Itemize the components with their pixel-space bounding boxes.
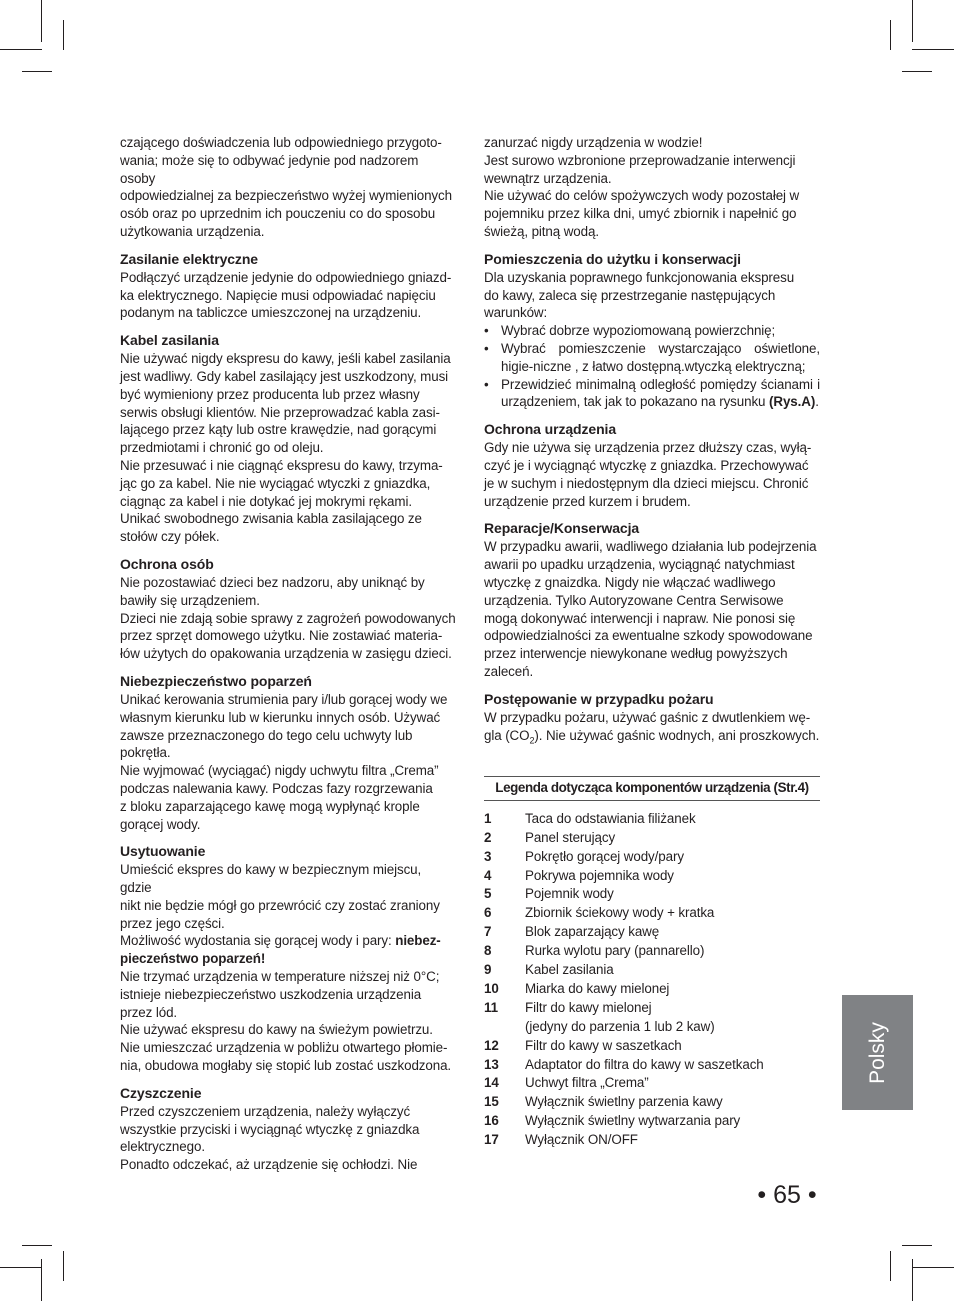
text-line: Nie przesuwać i nie ciągnąć ekspresu do kawy, trzyma- <box>120 457 443 473</box>
text-line: łów użytych do opakowania urządzenia w zasięgu dzieci. <box>120 646 452 662</box>
list-item <box>484 1056 820 1075</box>
crop-mark <box>890 20 891 50</box>
list-item <box>484 961 820 980</box>
text-line: Umieścić ekspres do kawy w bezpiecznym miejscu, gdzie <box>120 862 422 896</box>
language-label: Polsky <box>865 1021 889 1084</box>
list-item <box>484 980 820 999</box>
section-heading-ochrona: Ochrona urządzenia <box>484 421 617 438</box>
warning-text: niebez- <box>395 933 441 949</box>
text-line: serwis obsługi klientów. Nie przeprowadzać kabla zasi- <box>120 404 440 420</box>
text-line: podczas nalewania kawy. Podczas fazy rozgrzewania <box>120 780 433 796</box>
text-line: zaleceń. <box>484 663 534 679</box>
text-span: Przewidzieć minimalną odległość pomiędzy ścianami i urządzeniem, tak jak to pokazano na rysunku <box>501 376 820 410</box>
text-line: przez sprzęt domowego użytku. Nie zostawiać materia- <box>120 628 443 644</box>
text-line: wtyczkę z gnaizdka. Nigdy nie włączać wadliwego <box>484 574 776 590</box>
list-item <box>484 885 820 904</box>
crop-mark <box>41 1259 42 1301</box>
item-number: 6 <box>484 905 492 921</box>
text-line: Ponadto odczekać, aż urządzenie się ochłodzi. Nie <box>120 1157 418 1173</box>
list-item <box>484 999 820 1018</box>
text-line: osób oraz po uprzednim ich pouczeniu co do sposobu <box>120 206 436 222</box>
text-span: Możliwość wydostania się gorącej wody i pary: <box>120 933 396 949</box>
item-number: 14 <box>484 1075 499 1091</box>
item-label: Zbiornik ściekowy wody + kratka <box>525 905 715 921</box>
item-label: Pojemnik wody <box>525 886 614 902</box>
item-number: 2 <box>484 829 492 845</box>
item-label: Wyłącznik świetlny wytwarzania pary <box>525 1113 741 1129</box>
crop-mark <box>22 71 52 72</box>
text-line: użytkowania urządzenia. <box>120 223 265 239</box>
figure-reference: (Rys.A) <box>769 394 816 410</box>
list-item <box>484 1112 820 1131</box>
section-heading-zasilanie: Zasilanie elektryczne <box>120 250 258 267</box>
crop-mark <box>890 1251 891 1281</box>
text-line: jąc go za kabel. Nie nie wyciągać wtyczki z gniazdka, <box>120 475 431 491</box>
list-item <box>484 923 820 942</box>
text-line: pokrętła. <box>120 745 171 761</box>
text-span: ). Nie używać gaśnic wodnych, ani proszkowych. <box>534 727 820 743</box>
text-line <box>484 727 820 750</box>
item-label: Miarka do kawy mielonej <box>525 980 670 996</box>
text-line: Nie trzymać urządzenia w temperature niższej niż 0°C; <box>120 969 440 985</box>
crop-mark <box>912 1259 913 1301</box>
section-heading-pomieszczenia: Pomieszczenia do użytku i konserwacji <box>484 250 741 267</box>
text-line: zanurzać nigdy urządzenia w wodzie! <box>484 135 703 150</box>
conditions-list <box>484 322 820 411</box>
list-item <box>484 904 820 923</box>
list-item <box>484 810 820 829</box>
text-line: być wymieniony przez producenta lub przez własny <box>120 386 420 402</box>
text-line: czającego doświadczenia lub odpowiedniego przygoto- <box>120 135 442 150</box>
text-line: gorącej wody. <box>120 816 201 832</box>
text-line: je w suchym i niedostępnym dla dzieci miejscu. Chronić <box>484 475 809 491</box>
text-line: przez interwencje niewykonane według powyższych <box>484 646 788 662</box>
text-line <box>120 932 456 950</box>
text-line: Unikać swobodnego zwisania kabla zasilającego ze <box>120 511 422 527</box>
crop-mark <box>63 20 64 50</box>
text-line: czyć je i wyciągnąć wtyczkę z gniazdka. Przechowywać <box>484 457 809 473</box>
crop-mark <box>912 0 913 42</box>
text-line: lającego przez kąty lub ostre krawędzie, nad gorącymi <box>120 422 437 438</box>
item-label: (jedyny do parzenia 1 lub 2 kaw) <box>525 1018 715 1034</box>
text-line: wewnątrz urządzenia. <box>484 170 612 186</box>
item-number: 7 <box>484 924 492 940</box>
text-span: gla (CO <box>484 727 530 743</box>
text-line: przez jego części. <box>120 915 225 931</box>
text-line: wszystkie przyciski i wyciągnąć wtyczkę z gniazdka <box>120 1121 420 1137</box>
list-item <box>484 1074 820 1093</box>
list-item <box>484 1093 820 1112</box>
text-line: stołów czy półek. <box>120 529 220 545</box>
crop-mark <box>22 1245 52 1246</box>
item-number: 4 <box>484 867 492 883</box>
item-label: Pokrętło gorącej wody/pary <box>525 848 684 864</box>
list-item <box>484 1037 820 1056</box>
text-line: zawsze przeznaczonego do tego celu uchwyty lub <box>120 727 413 743</box>
item-number: 10 <box>484 980 499 996</box>
text-line: do kawy, zaleca się przestrzeganie następujących <box>484 287 776 303</box>
item-number <box>484 1018 525 1037</box>
item-label: Wyłącznik świetlny parzenia kawy <box>525 1094 723 1110</box>
text-line: ka elektrycznego. Napięcie musi odpowiadać napięciu <box>120 287 436 303</box>
text-line: wania; może się to odbywać jedynie pod nadzorem osoby <box>120 152 419 186</box>
text-line: mogą dokonywać interwencji i napraw. Nie ponosi się <box>484 610 796 626</box>
item-label: Filtr do kawy mielonej <box>525 999 652 1015</box>
text-line: warunków: <box>484 305 548 321</box>
item-number: 1 <box>484 810 492 826</box>
text-line: odpowiedzialnej za bezpieczeństwo wyżej wymienionych <box>120 188 452 204</box>
section-heading-pozar: Postępowanie w przypadku pożaru <box>484 690 714 707</box>
item-number: 9 <box>484 962 492 978</box>
item-number: 3 <box>484 848 492 864</box>
list-item <box>484 829 820 848</box>
subscript: 2 <box>529 735 535 746</box>
text-line: urządzenia. Tylko Autoryzowane Centra Serwisowe <box>484 592 784 608</box>
text-line: bawiły się urządzeniem. <box>120 592 260 608</box>
language-tab <box>842 995 913 1110</box>
item-number: 13 <box>484 1056 499 1072</box>
text-line: świeżą, pitną wodą. <box>484 223 599 239</box>
item-label: Taca do odstawiania filiżanek <box>525 810 696 826</box>
section-heading-reparacje: Reparacje/Konserwacja <box>484 520 640 537</box>
text-line: przedmiotami i chronić go od oleju. <box>120 440 324 456</box>
text-line: istnieje niebezpieczeństwo uszkodzenia urządzenia <box>120 986 422 1002</box>
text-line: awarii po upadku urządzenia, wyciągnąć natychmiast <box>484 557 795 573</box>
item-number: 15 <box>484 1094 499 1110</box>
item-label: Filtr do kawy w saszetkach <box>525 1037 682 1053</box>
item-label: Rurka wylotu pary (pannarello) <box>525 943 705 959</box>
intro-paragraph <box>120 134 456 241</box>
item-label: Kabel zasilania <box>525 962 614 978</box>
text-line: Nie używać ekspresu do kawy na świeżym powietrzu. <box>120 1022 433 1038</box>
text-line: Nie pozostawiać dzieci bez nadzoru, aby uniknąć by <box>120 574 425 590</box>
text-line: Dla uzyskania poprawnego funkcjonowania ekspresu <box>484 269 795 285</box>
crop-mark <box>902 1245 932 1246</box>
text-line: Nie umieszczać urządzenia w pobliżu otwartego płomie- <box>120 1040 448 1056</box>
text-line: W przypadku awarii, wadliwego działania lub podejrzenia <box>484 539 817 555</box>
text-line: Jest surowo wzbronione przeprowadzanie interwencji <box>484 152 796 168</box>
list-item: • Wybrać dobrze wypoziomowaną powierzchnię; <box>484 322 820 340</box>
item-label: Pokrywa pojemnika wody <box>525 867 674 883</box>
text-line: W przypadku pożaru, używać gaśnic z dwutlenkiem wę- <box>484 709 811 725</box>
section-heading-kabel: Kabel zasilania <box>120 332 219 349</box>
list-item <box>484 848 820 867</box>
list-item: • Wybrać pomieszczenie wystarczająco oświetlone, higie-niczne , z łatwo dostępną.wtyczką elektryczną; <box>484 340 820 376</box>
item-label: Panel sterujący <box>525 829 616 845</box>
text-line: Przed czyszczeniem urządzenia, należy wyłączyć <box>120 1103 411 1119</box>
list-item <box>484 376 820 412</box>
section-heading-osob: Ochrona osób <box>120 555 214 572</box>
crop-mark <box>912 49 954 50</box>
text-line: Nie używać nigdy ekspresu do kawy, jeśli kabel zasilania <box>120 351 451 367</box>
text-line: nia, obudowa mogłaby się stopić lub zostać uszkodzona. <box>120 1058 452 1074</box>
text-line: Unikać kerowania strumienia pary i/lub gorącej wody we <box>120 691 448 707</box>
components-legend <box>484 810 820 1150</box>
list-item <box>484 867 820 886</box>
item-number: 12 <box>484 1037 499 1053</box>
section-heading-usytuowanie: Usytuowanie <box>120 843 206 860</box>
item-number: 16 <box>484 1113 499 1129</box>
right-column <box>484 134 820 1150</box>
left-column <box>120 134 456 1174</box>
crop-mark <box>902 71 932 72</box>
list-item <box>484 1131 820 1150</box>
section-heading-poparzen: Niebezpieczeństwo poparzeń <box>120 672 312 689</box>
item-label: Blok zaparzający kawę <box>525 924 660 940</box>
section-heading-czyszczenie: Czyszczenie <box>120 1084 202 1101</box>
text-line: pojemniku przez kilka dni, umyć zbiornik i napełnić go <box>484 206 797 222</box>
crop-mark <box>912 1267 954 1268</box>
text-line: Nie wyjmować (wyciągać) nigdy uchwytu filtra „Crema” <box>120 763 439 779</box>
crop-mark <box>63 1251 64 1281</box>
list-item <box>484 942 820 961</box>
text-line: własnym kierunku lub w kierunku innych osób. Używać <box>120 709 441 725</box>
item-number: 11 <box>484 999 498 1015</box>
item-number: 17 <box>484 1132 499 1148</box>
text-line: Nie używać do celów spożywczych wody pozostałej w <box>484 188 800 204</box>
text-line: nikt nie będzie mógł go przewrócić czy zostać zraniony <box>120 897 440 913</box>
text-line: z bloku zaparzającego kawę mogą wypłynąć krople <box>120 798 420 814</box>
item-label: Wyłącznik ON/OFF <box>525 1132 638 1148</box>
text-line: urządzenie przed kurzem i brudem. <box>484 493 691 509</box>
text-line: przez lód. <box>120 1004 178 1020</box>
text-line: jest wadliwy. Gdy kabel zasilający jest uszkodzony, musi <box>120 368 449 384</box>
page-number: • 65 • <box>757 1181 817 1209</box>
item-number: 5 <box>484 886 492 902</box>
item-label: Adaptator do filtra do kawy w saszetkach <box>525 1056 764 1072</box>
text-line: odpowiedzialności za ewentualne szkody spowodowane <box>484 628 813 644</box>
item-number: 8 <box>484 943 492 959</box>
text-line: Dzieci nie zdają sobie sprawy z zagrożeń powodowanych <box>120 610 456 626</box>
crop-mark <box>0 1267 42 1268</box>
list-item <box>484 1018 820 1037</box>
text-line: Gdy nie używa się urządzenia przez dłuższy czas, wyłą- <box>484 440 812 456</box>
text-span: . <box>815 394 819 410</box>
text-line: Podłączyć urządzenie jedynie do odpowiedniego gniazd- <box>120 269 452 285</box>
text-line: ciągnąc za kabel i nie dotykać jej mokrymi rękami. <box>120 493 412 509</box>
warning-text: pieczeństwo poparzeń! <box>120 951 266 967</box>
crop-mark <box>0 49 42 50</box>
text-line: elektrycznego. <box>120 1139 205 1155</box>
text-line: podanym na tabliczce umieszczonej na urządzeniu. <box>120 305 422 321</box>
item-label: Uchwyt filtra „Crema” <box>525 1075 649 1091</box>
crop-mark <box>41 0 42 42</box>
legend-heading: Legenda dotycząca komponentów urządzenia (Str.4) <box>484 776 820 801</box>
